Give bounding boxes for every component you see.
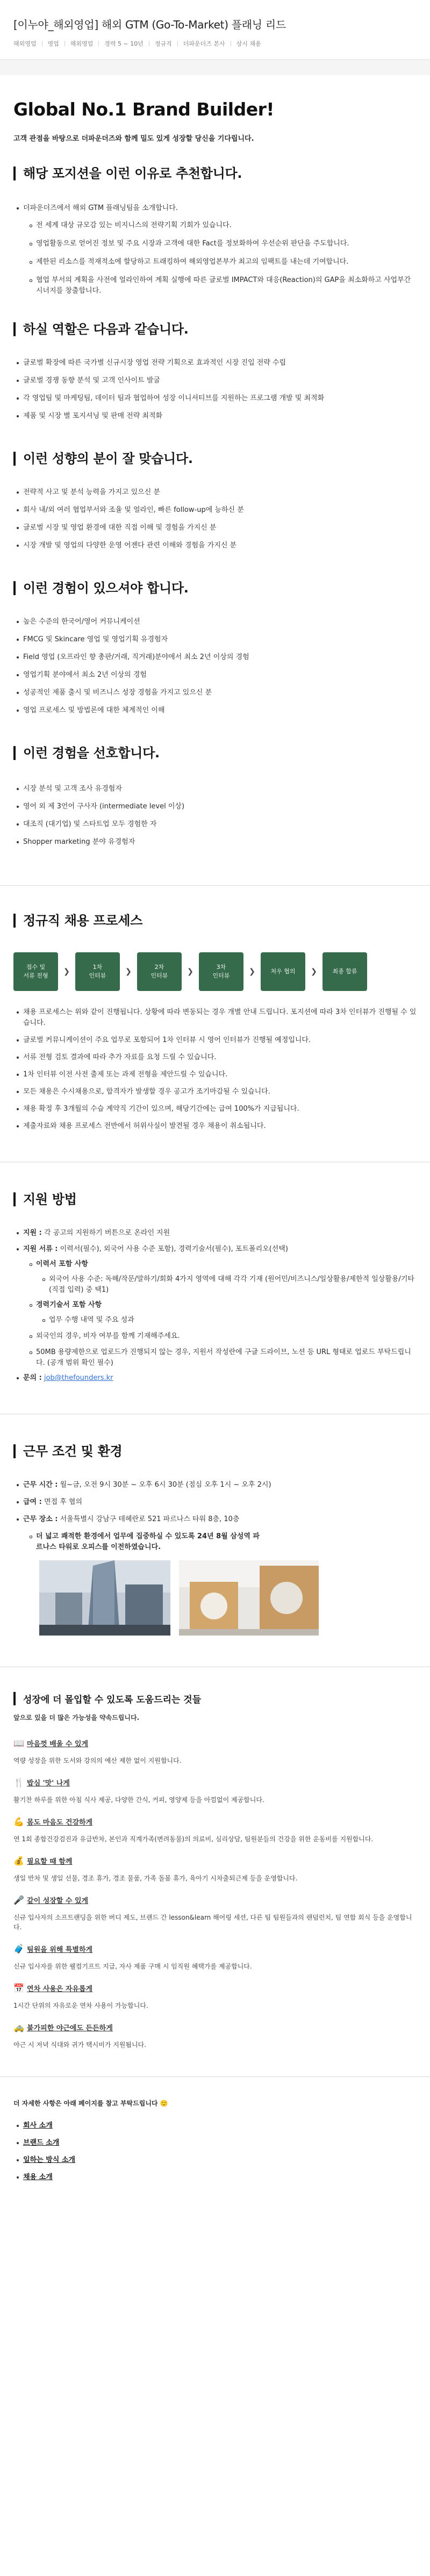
more-title: 더 자세한 사항은 아래 페이지를 참고 부탁드립니다 🙂 (13, 2100, 168, 2107)
job-title: [이누야_해외영업] 해외 GTM (Go-To-Market) 플래닝 리드 (13, 18, 286, 31)
list-item: 대조직 (대기업) 및 스타트업 모두 경험한 자 (13, 819, 417, 830)
list-item: 영어 외 제 3언어 구사자 (intermediate level 이상) (13, 801, 417, 812)
perk-item: 📅 연차 사용은 자유롭게 1시간 단위의 자유로운 연차 사용이 가능합니다. (13, 1983, 148, 2009)
process-step: 접수 및 서류 전형 (13, 952, 58, 991)
list-item: 협업 부서의 계획을 사전에 얼라인하여 계획 실행에 따른 글로벌 IMPACT와 대응(Reaction)의 GAP을 최소화하고 사업부간 시너지를 창출합니다. (26, 275, 417, 296)
list-item: 모든 채용은 수시채용으로, 합격자가 발생할 경우 공고가 조기마감될 수 있습니다. (13, 1087, 417, 1097)
list-item: 근무 시간 : 월~금, 오전 9시 30분 ~ 오후 6시 30분 (점심 오후 1시 ~ 오후 2시) (13, 1480, 417, 1490)
list-item: 근무 장소 : 서울특별시 강남구 테헤란로 521 파르나스 타워 8층, 10층 (13, 1514, 417, 1525)
list-item: 영업 프로세스 및 방법론에 대한 체계적인 이해 (13, 705, 417, 716)
apply-list (13, 1228, 417, 1255)
job-header (0, 0, 430, 60)
section-title-fit: 이런 성향의 분이 잘 맞습니다. (13, 452, 417, 466)
list-item: 시장 분석 및 고객 조사 유경험자 (13, 784, 417, 794)
apply-extra (13, 1331, 417, 1369)
list-item: 경력기술서 포함 사항 (26, 1300, 417, 1311)
office-building-image (39, 1560, 170, 1636)
hero-title: Global No.1 Brand Builder! (13, 99, 274, 120)
list-item: 영업활동으로 얻어진 정보 및 주요 시장과 고객에 대한 Fact를 정보화하여 우선순위 판단을 주도합니다. (26, 238, 417, 249)
more-links (13, 2121, 417, 2183)
list-item: 글로벌 시장 및 영업 환경에 대한 직접 이해 및 경험을 가지신 분 (13, 523, 417, 533)
section-title-perks: 성장에 더 몰입할 수 있도록 도움드리는 것들 (13, 1692, 417, 1705)
job-description (0, 99, 430, 848)
section-divider (0, 885, 430, 886)
process-step: 1차 인터뷰 (75, 952, 120, 991)
conditions-list (13, 1480, 417, 1525)
list-item: 성공적인 제품 출시 및 비즈니스 성장 경험을 가지고 있으신 분 (13, 688, 417, 698)
chevron-right-icon: ❯ (311, 967, 317, 976)
section-title-preferred: 이런 경험을 선호합니다. (13, 746, 417, 760)
list-item: 영업기획 분야에서 최소 2년 이상의 경험 (13, 670, 417, 681)
list-item: 지원 : 각 공고의 지원하기 버튼으로 온라인 지원 (13, 1228, 417, 1239)
process-notes (13, 1007, 417, 1132)
perk-item: 🎤 같이 성장할 수 있게 신규 입사자의 소프트랜딩을 위한 버디 제도, 브랜드 간 lesson&learn 해어링 세션, 다른 팀 팀원들과의 랜덤런치, 팀 연합 회식 등을 운영합니다. (13, 1895, 412, 1931)
perk-item: 🍴 밥심 '맛' 나게 활기찬 하루를 위한 아침 식사 제공, 다양한 간식, 커피, 영양제 등을 아낌없이 제공합니다. (13, 1777, 264, 1804)
list-item: 채용 프로세스는 위와 같이 진행됩니다. 상황에 따라 변동되는 경우 개별 안내 드립니다. 포지션에 따라 3차 인터뷰가 진행될 수 있습니다. (13, 1007, 417, 1029)
header-spacer (0, 60, 430, 75)
duties-list (13, 358, 417, 422)
list-item: 외국어 사용 수준: 독해/작문/말하기/회화 4가지 영역에 대해 각각 기재 (원어민/비즈니스/일상활용/제한적 일상활용/기타(직접 입력) 중 택1) (39, 1274, 417, 1296)
calendar-icon: 📅 (13, 1983, 24, 1993)
job-tags (13, 39, 417, 48)
process-step: 2차 인터뷰 (137, 952, 182, 991)
list-item: 1차 인터뷰 이전 사전 출제 또는 과제 전형을 제안드릴 수 있습니다. (13, 1069, 417, 1080)
section-divider (0, 2076, 430, 2077)
list-item: 지원 서류 : 이력서(필수), 외국어 사용 수준 포함), 경력기술서(필수), 포트폴리오(선택) (13, 1244, 417, 1255)
list-item: 글로벌 확장에 따른 국가별 신규시장 영업 전략 기획으로 효과적인 시장 진입 전략 수립 (13, 358, 417, 368)
flexed-arm-icon: 💪 (13, 1817, 24, 1827)
list-item: 제한된 리소스를 적재적소에 할당하고 트래킹하여 해외영업본부가 최고의 임팩트를 내는데 기여합니다. (26, 257, 417, 267)
recommend-list (13, 203, 417, 214)
company-intro-link[interactable]: 회사 소개 (13, 2121, 417, 2131)
tag-divider (98, 41, 99, 46)
apply-sublist (13, 1259, 417, 1270)
recruit-intro-link[interactable]: 채용 소개 (13, 2172, 417, 2183)
list-item: Field 영업 (오프라인 향 총판/거래, 직거래)분야에서 최소 2년 이상의 경험 (13, 652, 417, 663)
work-style-link[interactable]: 일하는 방식 소개 (13, 2155, 417, 2166)
list-item: 글로벌 경쟁 동향 분석 및 고객 인사이트 발굴 (13, 375, 417, 386)
book-icon: 📖 (13, 1738, 24, 1748)
list-item: 급여 : 면접 후 협의 (13, 1497, 417, 1508)
apply-section (0, 1192, 430, 1384)
hero-subtitle: 고객 관점을 바탕으로 더파운더즈와 함께 밀도 있게 성장할 당신을 기다립니다. (13, 135, 254, 143)
chevron-right-icon: ❯ (63, 967, 70, 976)
microphone-icon: 🎤 (13, 1895, 24, 1905)
section-title-experience: 이런 경험이 있으셔야 합니다. (13, 581, 417, 595)
apply-subsublist (26, 1274, 417, 1296)
list-item: 채용 확정 후 3개월의 수습 계약직 기간이 있으며, 해당기간에는 급여 100%가 지급됩니다. (13, 1104, 417, 1115)
list-item: 회사 내/외 여러 협업부서와 조율 및 얼라인, 빠른 follow-up에 능하신 분 (13, 505, 417, 516)
luggage-icon: 🧳 (13, 1944, 24, 1954)
process-step: 처우 협의 (261, 952, 305, 991)
list-item: Shopper marketing 분야 유경험자 (13, 837, 417, 848)
list-item: 시장 개발 및 영업의 다양한 운영 어젠다 관련 이해와 경험을 가지신 분 (13, 540, 417, 551)
list-item: FMCG 및 Skincare 영업 및 영업기획 유경험자 (13, 634, 417, 645)
chevron-right-icon: ❯ (187, 967, 194, 976)
section-title-duties: 하실 역할은 다음과 같습니다. (13, 322, 417, 336)
perk-item: 📖 마음껏 배울 수 있게 역량 성장을 위한 도서와 강의의 예산 제한 없이 지원합니다. (13, 1738, 182, 1764)
conditions-sublist (13, 1531, 417, 1553)
perks-subtitle: 앞으로 있을 더 많은 가능성을 약속드립니다. (13, 1714, 140, 1721)
process-step: 3차 인터뷰 (199, 952, 243, 991)
list-item: 각 영업팀 및 마케팅팀, 데이터 팀과 협업하여 성장 이니셔티브를 지원하는 프로그램 개발 및 최적화 (13, 393, 417, 404)
list-item: 서류 전형 검토 결과에 따라 추가 자료를 요청 드릴 수 있습니다. (13, 1052, 417, 1063)
section-title-apply: 지원 방법 (13, 1192, 417, 1206)
tag-divider (64, 41, 65, 46)
list-item: 전략적 사고 및 분석 능력을 가지고 있으신 분 (13, 487, 417, 498)
perk-item: 🧳 팀원을 위해 특별하게 신규 입사자를 위한 웰컴기프트 지급, 자사 제품 구매 시 임직원 혜택가를 제공합니다. (13, 1944, 252, 1970)
job-tag: 해외영업 (70, 40, 94, 47)
list-item: 50MB 용량제한으로 업로드가 진행되지 않는 경우, 지원서 작성란에 구글 드라이브, 노션 등 URL 형태로 업로드 부탁드립니다. (공개 범위 확인 필수) (26, 1347, 417, 1369)
chevron-right-icon: ❯ (125, 967, 132, 976)
job-tag: 상시 채용 (236, 40, 261, 47)
list-item: 문의 : job@thefounders.kr (13, 1373, 417, 1384)
job-tag: 해외영업 (13, 40, 37, 47)
experience-list (13, 617, 417, 716)
cutlery-icon: 🍴 (13, 1777, 24, 1788)
preferred-list (13, 784, 417, 848)
perk-item: 🚕 불가피한 야근에도 든든하게 야근 시 저녁 식대와 귀가 택시비가 지원됩니다. (13, 2022, 146, 2049)
list-item: 높은 수준의 한국어/영어 커뮤니케이션 (13, 617, 417, 627)
list-item: 글로벌 커뮤니케이션이 주요 업무로 포함되어 1차 인터뷰 시 영어 인터뷰가 진행될 예정입니다. (13, 1035, 417, 1046)
chevron-right-icon: ❯ (249, 967, 255, 976)
office-photos (39, 1560, 417, 1636)
apply-subsublist (26, 1315, 417, 1326)
section-title-conditions: 근무 조건 및 환경 (13, 1444, 417, 1458)
perk-item: 💰 필요할 때 함께 생일 반차 및 생일 선물, 경조 휴가, 경조 물품, 가족 돌봄 휴가, 육아기 시차출퇴근제 등을 운영합니다. (13, 1856, 298, 1882)
section-title-process: 정규직 채용 프로세스 (13, 914, 417, 928)
perk-item: 💪 몸도 마음도 건강하게 연 1회 종합건강검진과 유급반차, 본인과 직계가족(변려동물)의 의료비, 심리상담, 팀원분들의 건강을 위한 운동비를 지원합니다. (13, 1817, 374, 1843)
list-item: 업무 수행 내역 및 주요 성과 (39, 1315, 417, 1326)
taxi-icon: 🚕 (13, 2022, 24, 2032)
list-item: 전 세계 대상 규모감 있는 비지니스의 전략기획 기회가 있습니다. (26, 220, 417, 231)
list-item: 외국인의 경우, 비자 여부를 함께 기재해주세요. (26, 1331, 417, 1342)
list-item: 제출자료와 채용 프로세스 전반에서 허위사실이 발견될 경우 채용이 취소됩니다. (13, 1121, 417, 1132)
conditions-section (0, 1444, 430, 1636)
process-step: 최종 합류 (322, 952, 367, 991)
recommend-sublist (13, 220, 417, 296)
apply-sublist (13, 1300, 417, 1311)
list-item: 더 넓고 쾌적한 환경에서 업무에 집중하실 수 있도록 24년 8월 삼성역 파르나스 타워로 오피스를 이전하였습니다. (26, 1531, 262, 1553)
apply-contact (13, 1373, 417, 1384)
job-tag: 영업 (47, 40, 59, 47)
contact-email-link[interactable]: job@thefounders.kr (44, 1374, 113, 1382)
perks-section (0, 1692, 430, 2050)
office-lobby-image (179, 1560, 319, 1636)
brand-intro-link[interactable]: 브랜드 소개 (13, 2138, 417, 2148)
tag-divider (177, 41, 178, 46)
list-item: 제품 및 시장 별 포지셔닝 및 판매 전략 최적화 (13, 411, 417, 422)
list-item: 더파운더즈에서 해외 GTM 플래닝팀을 소개합니다. (13, 203, 417, 214)
process-flow (13, 952, 417, 991)
job-tag: 정규직 (154, 40, 172, 47)
money-bag-icon: 💰 (13, 1856, 24, 1866)
list-item: 이력서 포함 사항 (26, 1259, 417, 1270)
job-tag: 경력 5 ~ 10년 (104, 40, 144, 47)
process-section (0, 914, 430, 1132)
job-tag: 더파운더즈 본사 (183, 40, 225, 47)
more-section (0, 2099, 430, 2183)
section-title-recommend: 해당 포지션을 이런 이유로 추천합니다. (13, 167, 417, 180)
fit-list (13, 487, 417, 551)
